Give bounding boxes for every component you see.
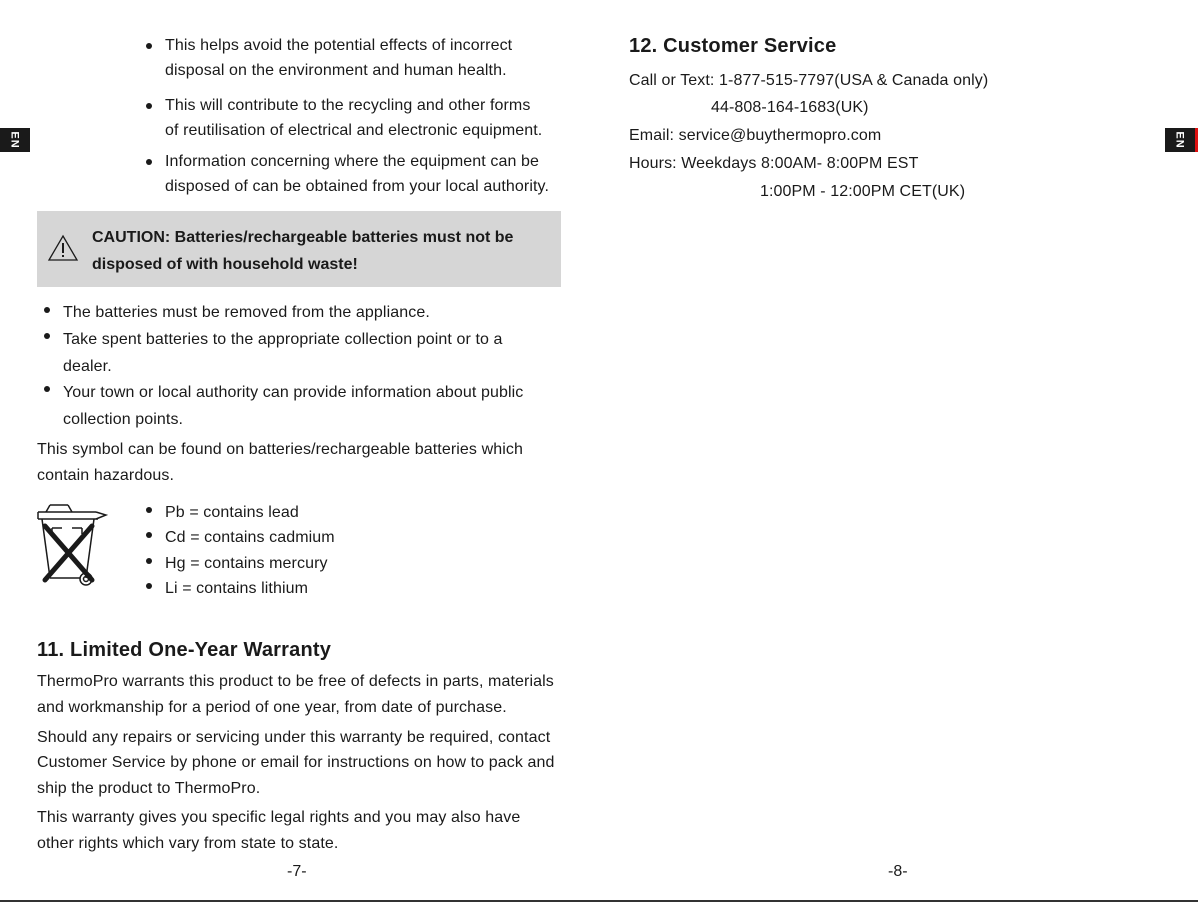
list-item: of reutilisation of electrical and electronic equipment. (165, 122, 543, 139)
list-item: Pb = contains lead (165, 504, 299, 521)
bullet-dot (146, 103, 152, 109)
warranty-line: Should any repairs or servicing under this warranty be required, contact (37, 729, 551, 746)
warning-triangle-icon (47, 234, 79, 262)
bullet-dot (146, 583, 152, 589)
symbol-text-line: This symbol can be found on batteries/rechargeable batteries which (37, 441, 523, 458)
list-item: disposal on the environment and human health. (165, 62, 507, 79)
list-item: disposed of can be obtained from your local authority. (165, 178, 549, 195)
warranty-line: ThermoPro warrants this product to be free of defects in parts, materials (37, 673, 554, 690)
crossed-out-wheelie-bin-icon (36, 502, 108, 590)
caution-line: CAUTION: Batteries/rechargeable batteries must not be (92, 229, 514, 246)
list-item: Li = contains lithium (165, 580, 309, 597)
contact-line: Email: service@buythermopro.com (629, 127, 882, 144)
warranty-line: ship the product to ThermoPro. (37, 780, 261, 797)
language-tab-left (0, 128, 30, 152)
list-item: Cd = contains cadmium (165, 529, 335, 546)
language-tab-left-label: EN (9, 131, 21, 149)
warranty-line: other rights which vary from state to state. (37, 835, 339, 852)
page-number-left: -7- (287, 863, 307, 880)
customer-service-title: 12. Customer Service (629, 35, 837, 57)
bullet-dot (44, 333, 50, 339)
warranty-line: and workmanship for a period of one year, from date of purchase. (37, 699, 507, 716)
warranty-title: 11. Limited One-Year Warranty (37, 639, 332, 661)
bullet-dot (146, 507, 152, 513)
contact-line: 44-808-164-1683(UK) (711, 99, 869, 116)
bullet-dot (44, 386, 50, 392)
contact-line: Call or Text: 1-877-515-7797(USA & Canada only) (629, 72, 989, 89)
warranty-line: This warranty gives you specific legal rights and you may also have (37, 809, 521, 826)
list-item: Take spent batteries to the appropriate collection point or to a (63, 331, 503, 348)
list-item: Information concerning where the equipment can be (165, 153, 540, 170)
language-tab-right-label: EN (1174, 131, 1186, 149)
warranty-line: Customer Service by phone or email for instructions on how to pack and (37, 754, 555, 771)
language-tab-right (1165, 128, 1198, 152)
bullet-dot (146, 43, 152, 49)
symbol-text-line: contain hazardous. (37, 467, 175, 484)
contact-line: Hours: Weekdays 8:00AM- 8:00PM EST (629, 155, 919, 172)
list-item: This helps avoid the potential effects of incorrect (165, 37, 513, 54)
list-item: collection points. (63, 411, 184, 428)
bullet-dot (146, 532, 152, 538)
bullet-dot (146, 159, 152, 165)
list-item: Hg = contains mercury (165, 555, 328, 572)
list-item: The batteries must be removed from the appliance. (63, 304, 430, 321)
bullet-dot (146, 558, 152, 564)
list-item: This will contribute to the recycling and other forms (165, 97, 531, 114)
caution-box (37, 211, 561, 287)
list-item: Your town or local authority can provide information about public (63, 384, 524, 401)
page-number-right: -8- (888, 863, 908, 880)
caution-line: disposed of with household waste! (92, 256, 358, 273)
contact-line: 1:00PM - 12:00PM CET(UK) (760, 183, 966, 200)
bullet-dot (44, 307, 50, 313)
list-item: dealer. (63, 358, 112, 375)
